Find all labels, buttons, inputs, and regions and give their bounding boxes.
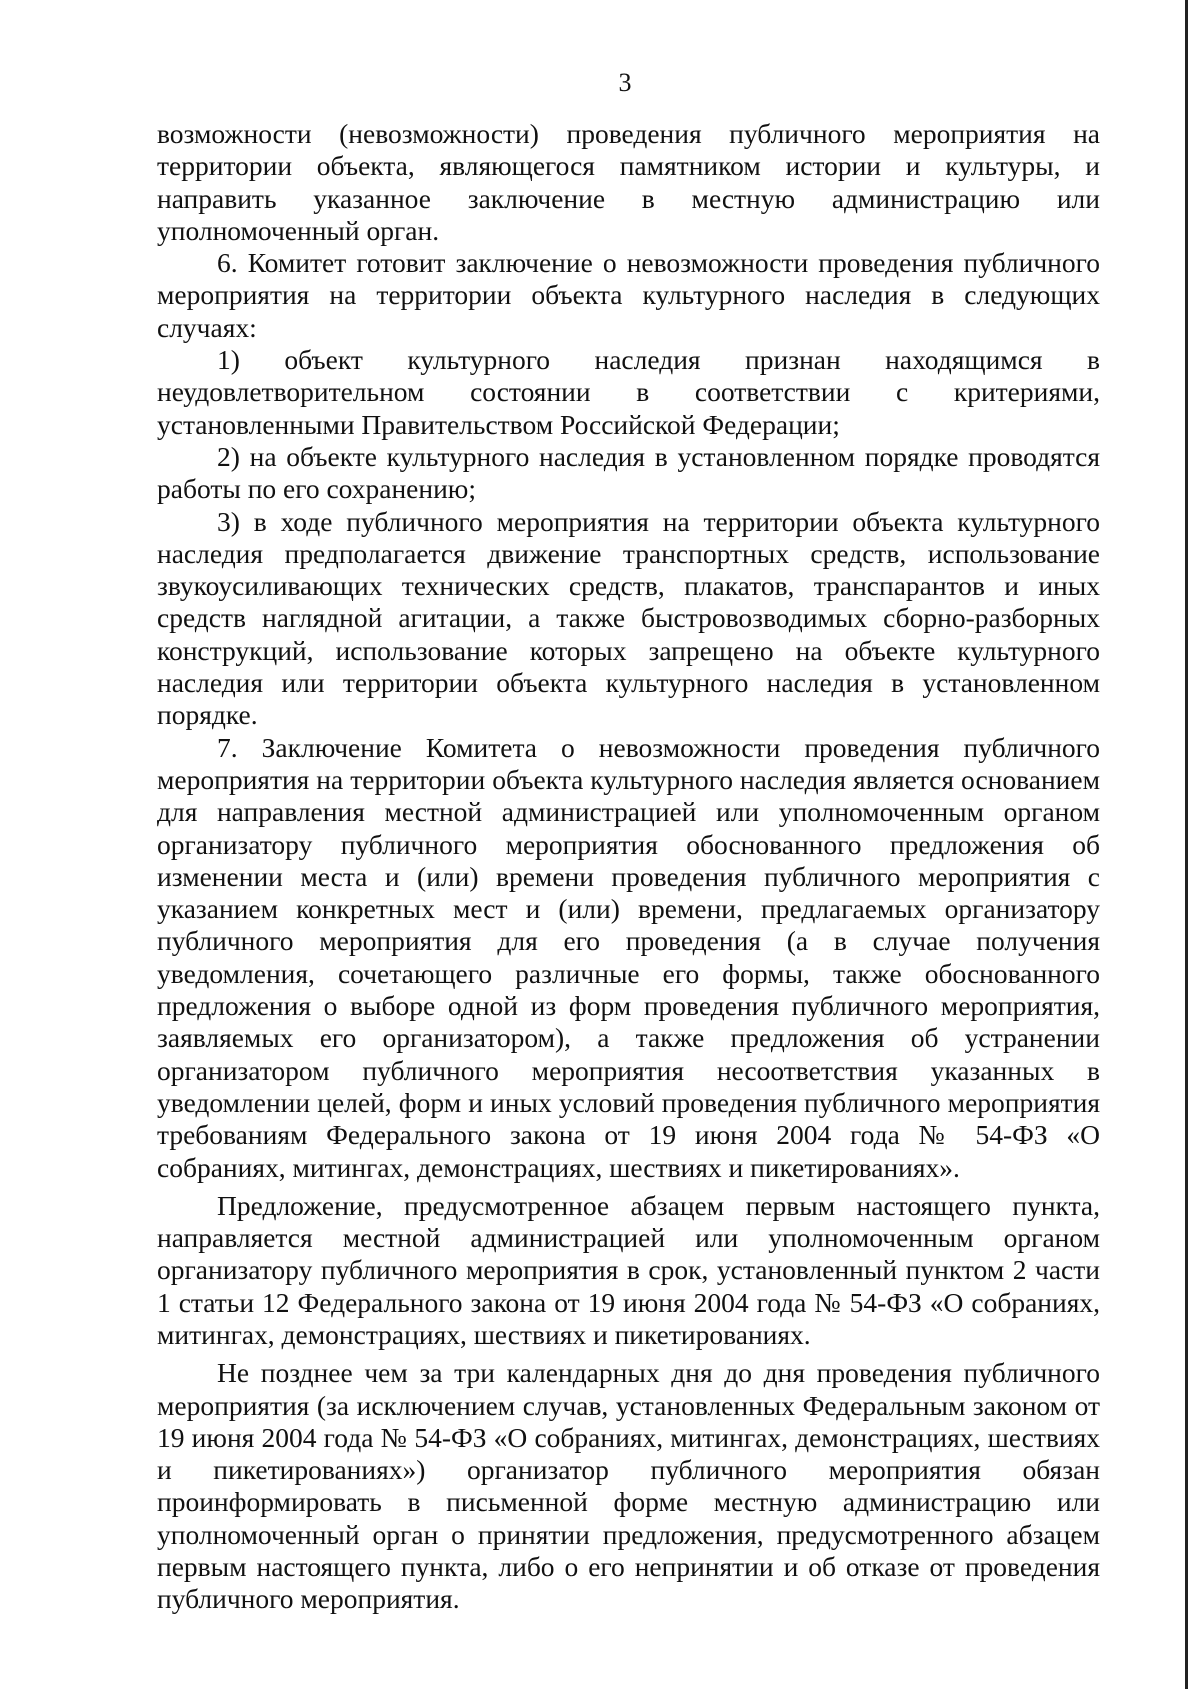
paragraph-deadline: Не позднее чем за три календарных дня до дня проведения публичного мероприятия (за исключением случав, установленных Федеральным законом от 19 июня 2004 года № 54-ФЗ «О собраниях, митингах, демонстрациях, шествиях и пикетированиях») организатор публичного мероприятия обязан проинформировать в письменной форме местную администрацию или уполномоченный орган о принятии предложения, предусмотренного абзацем первым настоящего пункта, либо о его непринятии и об отказе от проведения публичного мероприятия. — [157, 1357, 1100, 1615]
paragraph-subitem-1: 1) объект культурного наследия признан находящимся в неудовлетворительном состоянии в соответствии с критериями, установленными Правительством Российской Федерации; — [157, 344, 1100, 440]
paragraph-continuation: возможности (невозможности) проведения публичного мероприятия на территории объекта, являющегося памятником истории и культуры, и направить указанное заключение в местную администрацию или уполномоченный орган. — [157, 118, 1100, 246]
document-body — [157, 118, 1100, 1616]
paragraph-item-7: 7. Заключение Комитета о невозможности проведения публичного мероприятия на территории объекта культурного наследия является основанием для направления местной администрацией или уполномоченным органом организатору публичного мероприятия обоснованного предложения об изменении места и (или) времени проведения публичного мероприятия с указанием конкретных мест и (или) времени, предлагаемых организатору публичного мероприятия для его проведения (а в случае получения уведомления, сочетающего различные его формы, также обоснованного предложения о выборе одной из форм проведения публичного мероприятия, заявляемых его организатором), а также предложения об устранении организатором публичного мероприятия несоответствия указанных в уведомлении целей, форм и иных условий проведения публичного мероприятия требованиям Федерального закона от 19 июня 2004 года № 54-ФЗ «О собраниях, митингах, демонстрациях, шествиях и пикетированиях». — [157, 731, 1100, 1183]
paragraph-proposal: Предложение, предусмотренное абзацем первым настоящего пункта, направляется местной администрацией или уполномоченным органом организатору публичного мероприятия в срок, установленный пунктом 2 части 1 статьи 12 Федерального закона от 19 июня 2004 года № 54-ФЗ «О собраниях, митингах, демонстрациях, шествиях и пикетированиях. — [157, 1189, 1100, 1350]
scan-edge-line — [1185, 0, 1188, 1689]
paragraph-subitem-3: 3) в ходе публичного мероприятия на территории объекта культурного наследия предполагается движение транспортных средств, использование звукоусиливающих технических средств, плакатов, транспарантов и иных средств наглядной агитации, а также быстровозводимых сборно-разборных конструкций, использование которых запрещено на объекте культурного наследия или территории объекта культурного наследия в установленном порядке. — [157, 505, 1100, 731]
paragraph-item-6: 6. Комитет готовит заключение о невозможности проведения публичного мероприятия на территории объекта культурного наследия в следующих случаях: — [157, 247, 1100, 343]
page-number: 3 — [618, 68, 632, 97]
paragraph-subitem-2: 2) на объекте культурного наследия в установленном порядке проводятся работы по его сохранению; — [157, 440, 1100, 505]
